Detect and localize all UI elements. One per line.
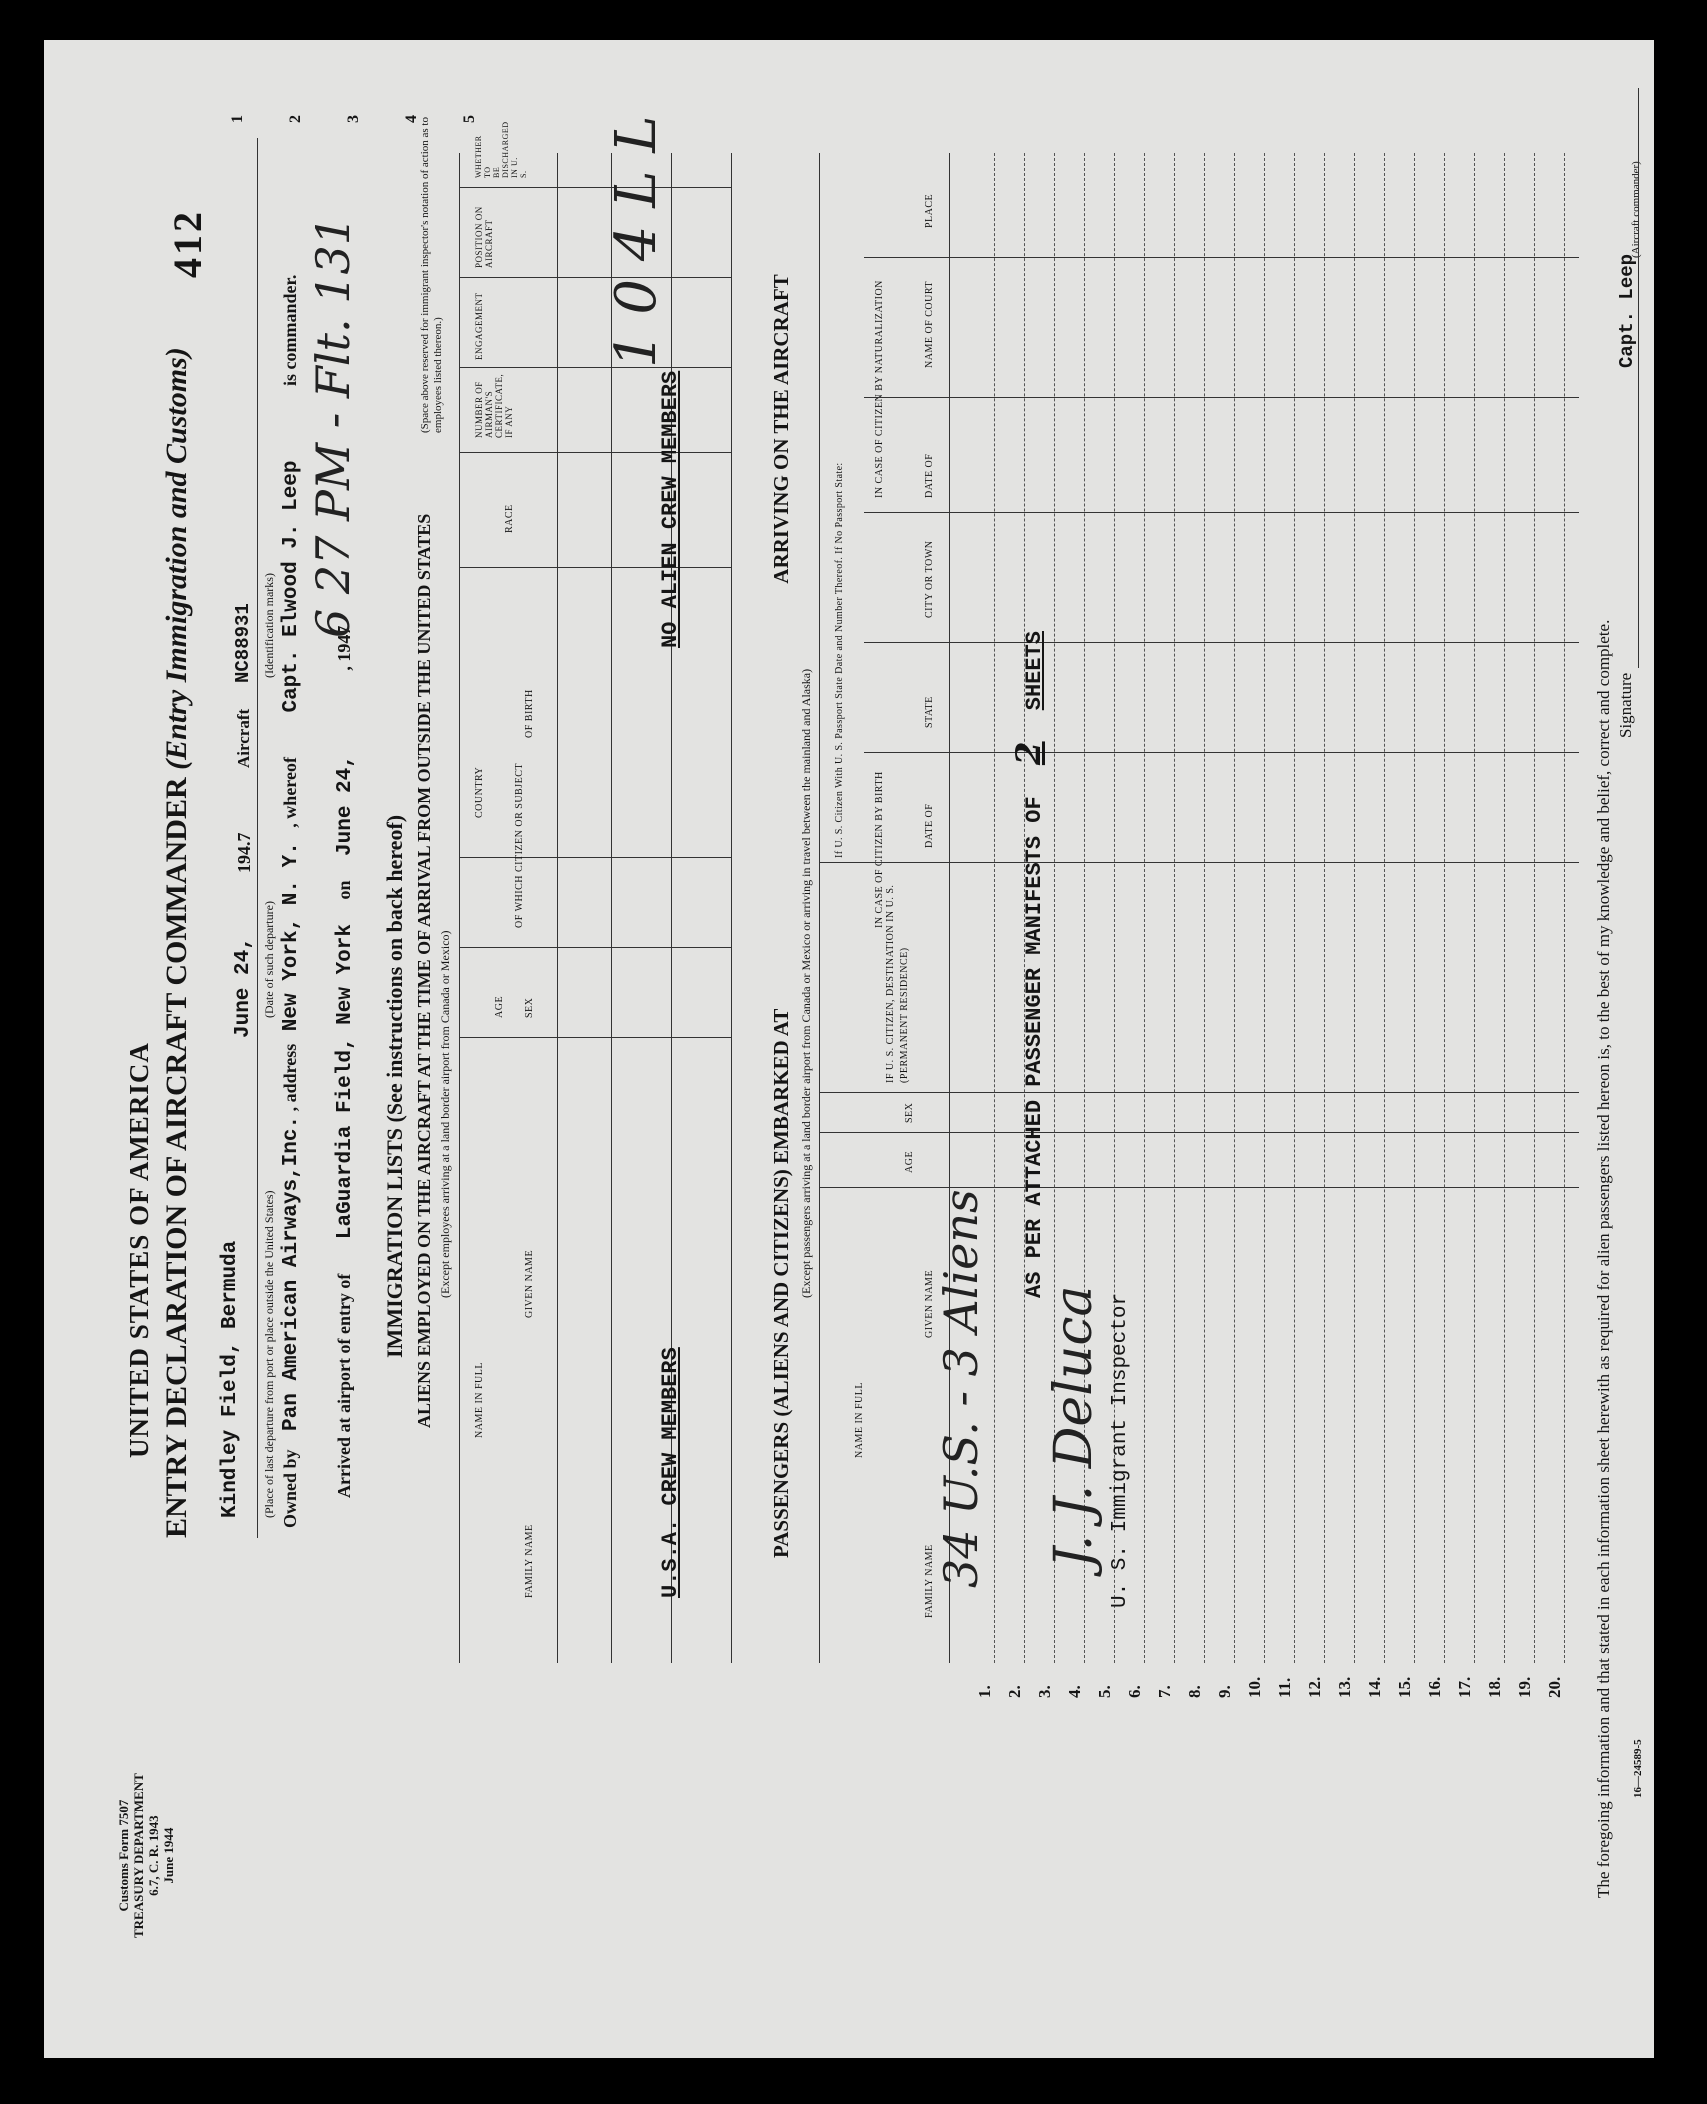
row-number: 5. bbox=[1095, 1685, 1114, 1698]
row-line bbox=[1294, 153, 1295, 1663]
owner-name: Pan American Airways,Inc. bbox=[280, 1115, 303, 1431]
row-line bbox=[1444, 153, 1445, 1663]
inspector-title: U. S. Immigrant Inspector bbox=[1109, 1292, 1132, 1608]
passengers-title-right: ARRIVING ON THE AIRCRAFT bbox=[769, 274, 793, 584]
departure-date: June 24, bbox=[232, 937, 255, 1038]
row-number: 20. bbox=[1545, 1676, 1564, 1698]
signature-caption: (Aircraft commander) bbox=[1630, 161, 1642, 258]
handwritten-count: 34 U.S. - 3 Aliens bbox=[934, 1189, 988, 1588]
pass-col-date-of-nat: DATE OF bbox=[924, 453, 935, 498]
row-line bbox=[1504, 153, 1505, 1663]
pass-col-state: STATE bbox=[924, 696, 935, 728]
passport-header: If U. S. Citizen With U. S. Passport State Date and Number Thereof. If No Passport State: bbox=[834, 462, 845, 858]
form-date: June 1944 bbox=[161, 1827, 176, 1884]
id-caption: (Identification marks) bbox=[262, 573, 276, 678]
aliens-col-family: FAMILY NAME bbox=[524, 1524, 535, 1598]
pass-col-court: NAME OF COURT bbox=[924, 280, 935, 368]
aliens-col-birth: OF BIRTH bbox=[524, 689, 535, 738]
pass-col-sex: SEX bbox=[904, 1102, 915, 1123]
pass-col-name: NAME IN FULL bbox=[854, 1382, 865, 1458]
owner-line bbox=[280, 275, 303, 1528]
commander-signature: Capt. Leep bbox=[1616, 253, 1638, 368]
form-title bbox=[160, 347, 194, 1538]
row-line bbox=[1174, 153, 1175, 1663]
naturalization-header: IN CASE OF CITIZEN BY NATURALIZATION bbox=[874, 280, 885, 498]
aliens-col-name: NAME IN FULL bbox=[474, 1362, 485, 1438]
row-line bbox=[1234, 153, 1235, 1663]
departure-place: Kindley Field, Bermuda bbox=[219, 1240, 242, 1518]
arrival-line bbox=[334, 626, 357, 1498]
title-main: ENTRY DECLARATION OF AIRCRAFT COMMANDER bbox=[160, 777, 193, 1538]
aliens-col-engagement: ENGAGEMENT bbox=[474, 292, 484, 360]
row-number: 6. bbox=[1125, 1685, 1144, 1698]
stamp-number: 412 bbox=[165, 209, 210, 278]
passengers-title-left: PASSENGERS (ALIENS AND CITIZENS) EMBARKED AT bbox=[769, 1008, 793, 1558]
row-number: 17. bbox=[1455, 1676, 1474, 1698]
inspector-signature: J. J. Deluca bbox=[1044, 1285, 1104, 1568]
row-number: 12. bbox=[1305, 1676, 1324, 1698]
row-line bbox=[1324, 153, 1325, 1663]
aliens-title: ALIENS EMPLOYED ON THE AIRCRAFT AT THE TIME OF ARRIVAL FROM OUTSIDE THE UNITED STATES bbox=[414, 513, 434, 1428]
attached-manifests bbox=[1009, 631, 1049, 1298]
pass-col-age: AGE bbox=[904, 1150, 915, 1173]
rotated-form bbox=[44, 40, 1654, 2058]
reserved-note: (Space above reserved for immigrant inspector's notation of action as to employees listed thereon.) bbox=[419, 117, 444, 433]
row-number: 19. bbox=[1515, 1676, 1534, 1698]
departure-year: 194.7 bbox=[234, 832, 254, 873]
row-number: 8. bbox=[1185, 1685, 1204, 1698]
sheets-count: 2 bbox=[1009, 741, 1049, 766]
margin-line-number: 4 bbox=[403, 115, 420, 123]
pass-col-given: GIVEN NAME bbox=[924, 1269, 935, 1338]
row-number: 9. bbox=[1215, 1685, 1234, 1698]
row-number: 2. bbox=[1005, 1685, 1024, 1698]
row-number: 4. bbox=[1065, 1685, 1084, 1698]
handwritten-flight: 6 27 PM - Flt. 131 bbox=[306, 215, 360, 638]
aliens-note: (Except employees arriving at a land border airport from Canada or Mexico) bbox=[438, 930, 452, 1298]
no-alien-crew: NO ALIEN CREW MEMBERS bbox=[658, 370, 683, 648]
passengers-note: (Except passengers arriving at a land border airport from Canada or Mexico or arriving in travel between the mainland and Alaska) bbox=[799, 668, 813, 1298]
row-number: 11. bbox=[1275, 1677, 1294, 1698]
place-caption: (Place of last departure from port or place outside the United States) bbox=[262, 1190, 276, 1518]
form-code: 16—24589-5 bbox=[1632, 1739, 1644, 1798]
row-number: 1. bbox=[975, 1685, 994, 1698]
row-number: 3. bbox=[1035, 1685, 1054, 1698]
row-line bbox=[1264, 153, 1265, 1663]
arrival-label: Arrived at airport of entry of bbox=[334, 1273, 354, 1498]
whereof-label: , whereof bbox=[280, 757, 300, 828]
aircraft-label: Aircraft bbox=[234, 708, 253, 768]
aliens-col-discharged: WHETHER TO BE DISCHARGED IN U. S. bbox=[474, 121, 528, 178]
aliens-col-given: GIVEN NAME bbox=[524, 1249, 535, 1318]
aliens-col-race: RACE bbox=[504, 504, 515, 533]
arrival-place: LaGuardia Field, New York bbox=[334, 924, 357, 1240]
owned-by-label: Owned by bbox=[280, 1449, 300, 1528]
row-number: 13. bbox=[1335, 1676, 1354, 1698]
date-caption: (Date of such departure) bbox=[262, 901, 276, 1018]
regulation: 6.7, C. R. 1943 bbox=[146, 1815, 161, 1896]
margin-line-number: 1 bbox=[229, 115, 246, 123]
declaration-text: The foregoing information and that stated in each information sheet herewith as required for alien passengers listed hereon is, to the best of my knowledge and belief, correct and complete. bbox=[1594, 619, 1613, 1898]
row-number: 18. bbox=[1485, 1676, 1504, 1698]
commander-name: Capt. Elwood J. Leep bbox=[280, 460, 303, 713]
birth-header: IN CASE OF CITIZEN BY BIRTH bbox=[874, 771, 885, 928]
row-line bbox=[1204, 153, 1205, 1663]
pass-col-city: CITY OR TOWN bbox=[924, 540, 935, 618]
arrival-year: , 1947 bbox=[334, 625, 354, 671]
passengers-title bbox=[769, 274, 794, 1558]
pass-col-date-of: DATE OF bbox=[924, 803, 935, 848]
usa-crew-members: U.S.A. CREW MEMBERS bbox=[658, 1347, 683, 1598]
row-number: 15. bbox=[1395, 1676, 1414, 1698]
row-line bbox=[1144, 153, 1145, 1663]
margin-line-number: 2 bbox=[287, 115, 304, 123]
pass-col-place: PLACE bbox=[924, 193, 935, 228]
title-sub: (Entry Immigration and Customs) bbox=[160, 347, 193, 770]
pass-col-family: FAMILY NAME bbox=[924, 1544, 935, 1618]
row-number: 16. bbox=[1425, 1676, 1444, 1698]
margin-line-number: 3 bbox=[345, 115, 362, 123]
country-title: UNITED STATES OF AMERICA bbox=[124, 1042, 154, 1458]
row-number: 14. bbox=[1365, 1676, 1384, 1698]
pass-col-destination: IF U. S. CITIZEN, DESTINATION IN U. S. (PERMANENT RESIDENCE) bbox=[885, 884, 910, 1083]
aliens-col-citizen: OF WHICH CITIZEN OR SUBJECT bbox=[514, 763, 525, 928]
aliens-col-country: COUNTRY bbox=[474, 766, 485, 818]
attached-text: AS PER ATTACHED PASSENGER MANIFESTS OF bbox=[1022, 796, 1047, 1298]
sheets-label: SHEETS bbox=[1022, 631, 1047, 711]
row-line bbox=[1564, 153, 1565, 1663]
row-line bbox=[1354, 153, 1355, 1663]
row-line bbox=[1414, 153, 1415, 1663]
address-label: , address bbox=[280, 1043, 300, 1112]
row-line bbox=[1474, 153, 1475, 1663]
immigration-title: IMMIGRATION LISTS (See instructions on back hereof) bbox=[382, 814, 407, 1358]
department: TREASURY DEPARTMENT bbox=[131, 1773, 146, 1938]
manifest-page bbox=[44, 40, 1654, 2058]
arrival-date: June 24, bbox=[334, 755, 357, 856]
form-identifier bbox=[116, 1773, 176, 1938]
owner-address: New York, N. Y. bbox=[280, 842, 303, 1032]
margin-line-number: 5 bbox=[461, 115, 478, 123]
aliens-col-sex: SEX bbox=[524, 997, 535, 1018]
row-line bbox=[994, 153, 995, 1663]
on-label: on bbox=[334, 880, 354, 900]
row-number: 10. bbox=[1245, 1676, 1264, 1698]
aliens-col-cert: NUMBER OF AIRMAN'S CERTIFICATE, IF ANY bbox=[474, 373, 514, 438]
signature-label: Signature bbox=[1616, 672, 1635, 738]
aliens-col-position: POSITION ON AIRCRAFT bbox=[474, 206, 494, 268]
row-line bbox=[1534, 153, 1535, 1663]
aliens-col-age: AGE bbox=[494, 995, 505, 1018]
commander-label: is commander. bbox=[280, 274, 300, 386]
inspector-scrawl: 1 0 4 L L bbox=[604, 115, 669, 368]
row-line bbox=[1384, 153, 1385, 1663]
row-number: 7. bbox=[1155, 1685, 1174, 1698]
form-number: Customs Form 7507 bbox=[116, 1799, 131, 1912]
aircraft-id: NC88931 bbox=[232, 603, 254, 683]
